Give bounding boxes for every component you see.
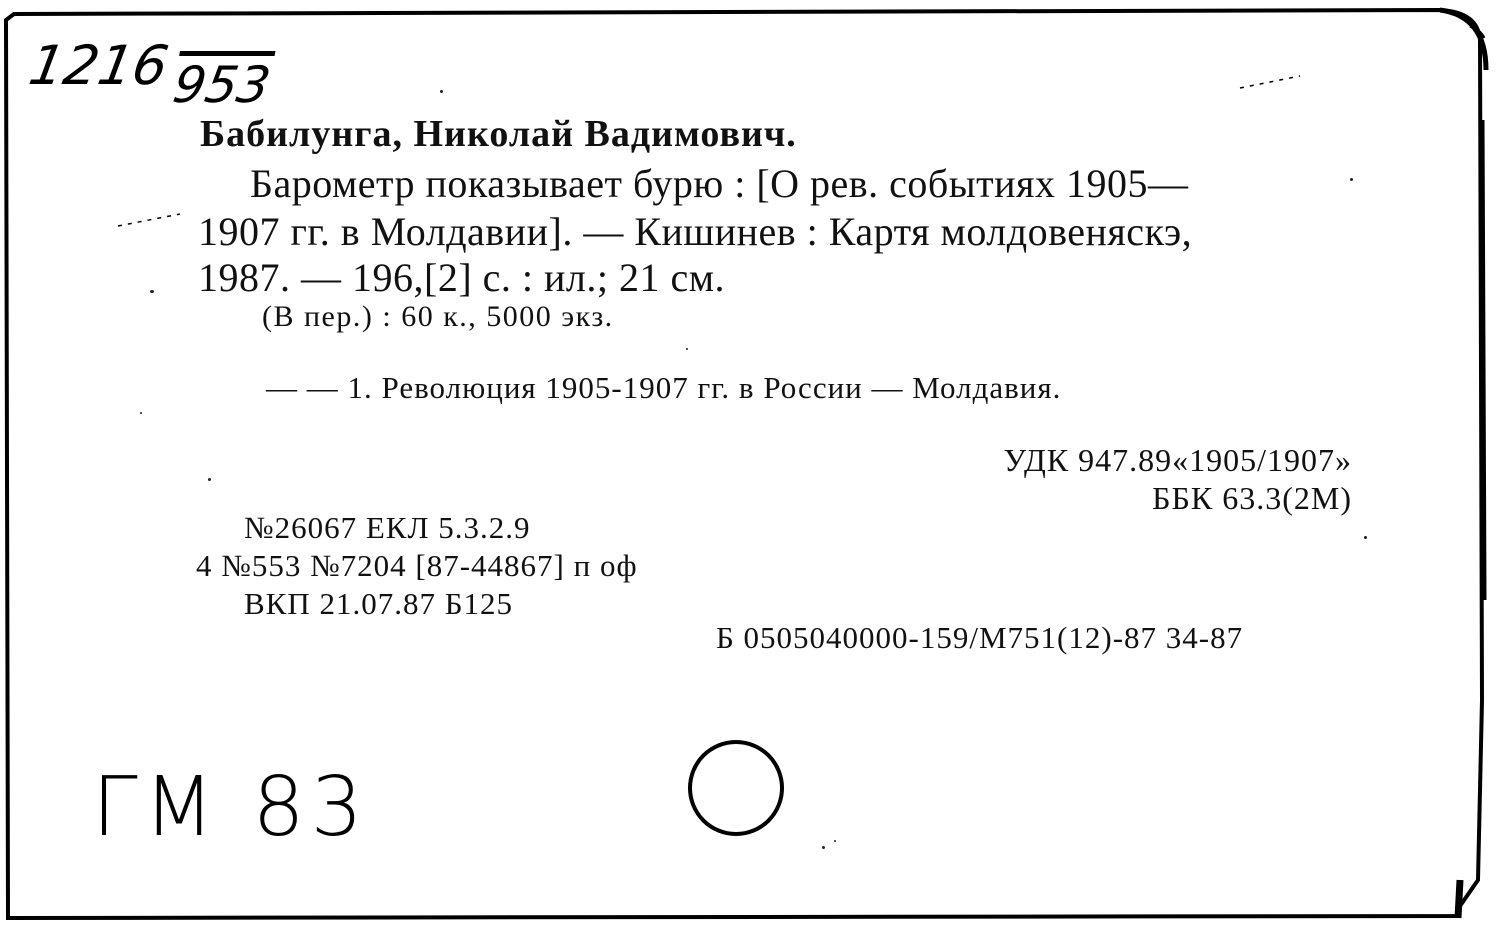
bbk-code: ББК 63.3(2М) xyxy=(1152,480,1352,516)
price-line: (В пер.) : 60 к., 5000 экз. xyxy=(262,300,614,333)
subject-heading: — — 1. Революция 1905-1907 гг. в России — Молдавия. xyxy=(266,370,1062,405)
publication-code: Б 0505040000-159/М751(12)-87 34-87 xyxy=(716,620,1244,655)
registry-line-2: 4 №553 №7204 [87-44867] п оф xyxy=(196,548,638,583)
speck xyxy=(1350,178,1353,181)
registry-line-3: ВКП 21.07.87 Б125 xyxy=(244,586,514,621)
title-line-1: Барометр показывает бурю : [О рев. событиях 1905— xyxy=(250,161,1189,206)
hand-drawn-circle xyxy=(690,742,782,834)
author-heading: Бабилунга, Николай Вадимович. xyxy=(200,113,797,155)
speck xyxy=(686,348,688,350)
call-number-alt: 953 xyxy=(168,56,275,114)
call-number-primary: 1216 xyxy=(24,34,173,97)
udk-code: УДК 947.89«1905/1907» xyxy=(1003,442,1352,478)
title-line-3: 1987. — 196,[2] с. : ил.; 21 см. xyxy=(198,255,726,300)
handwritten-shelf-mark: ГМ 83 xyxy=(92,760,369,855)
speck xyxy=(140,412,142,414)
speck xyxy=(150,290,154,293)
speck xyxy=(208,478,211,481)
handwritten-call-number xyxy=(24,34,278,114)
speck xyxy=(834,840,836,842)
speck xyxy=(440,90,443,93)
speck xyxy=(1364,536,1367,539)
registry-line-1: №26067 ЕКЛ 5.3.2.9 xyxy=(244,510,531,545)
title-line-2: 1907 гг. в Молдавии]. — Кишинев : Картя молдовеняскэ, xyxy=(198,209,1193,254)
speck xyxy=(822,846,825,849)
